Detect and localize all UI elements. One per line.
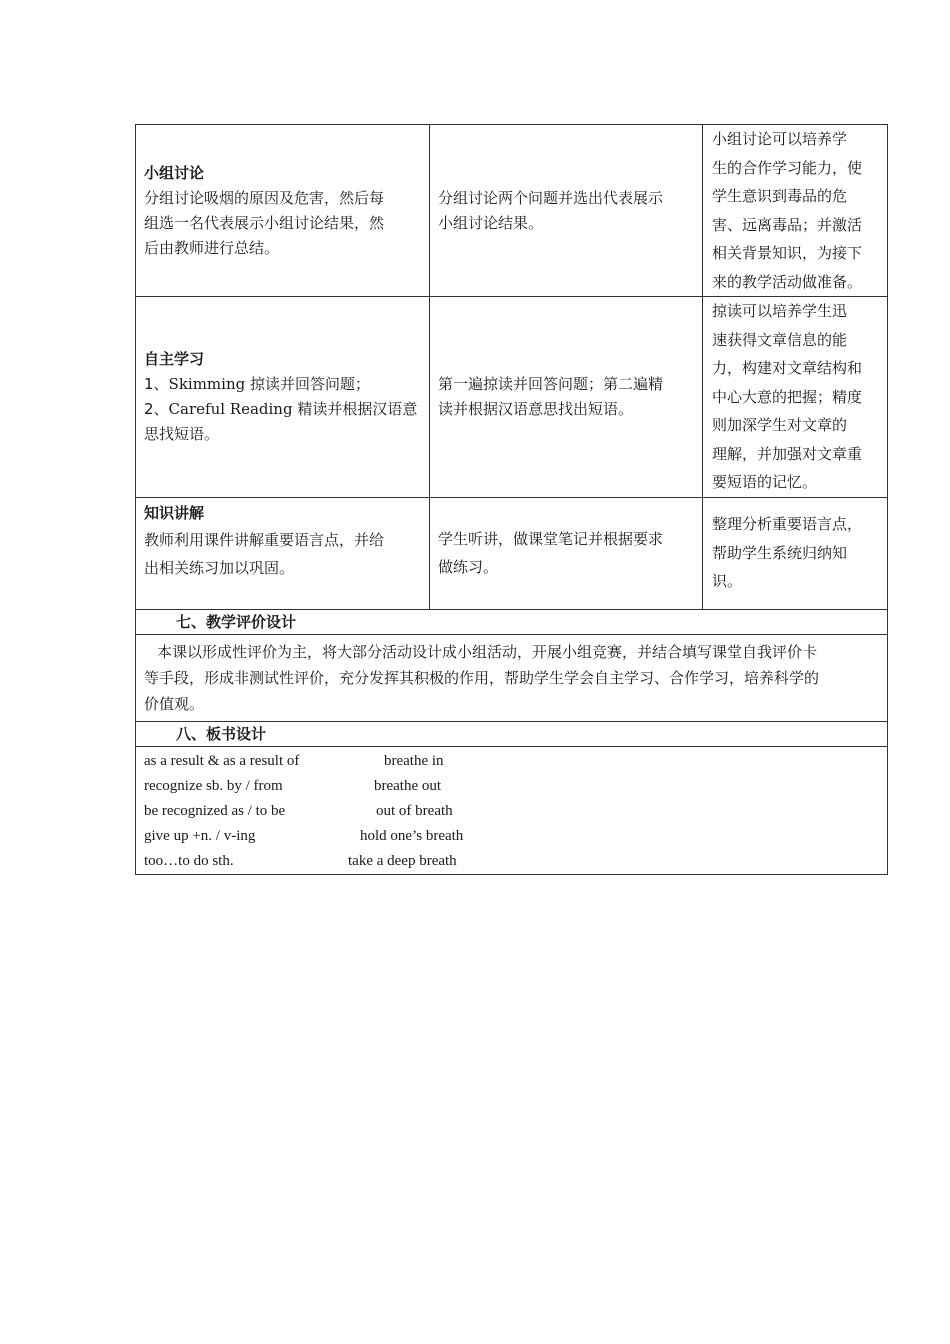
text-line: 等手段，形成非测试性评价，充分发挥其积极的作用，帮助学生学会自主学习、合作学习，培养科学的: [144, 668, 820, 687]
student-activity-cell: [430, 125, 703, 297]
lesson-plan-table: [135, 124, 888, 875]
board-phrase: recognize sb. by / from: [144, 777, 283, 794]
board-phrase: breathe out: [374, 777, 442, 794]
list-item: [144, 397, 421, 422]
board-row: [144, 824, 879, 849]
table-row-group-discussion: [136, 125, 888, 297]
text-line: 出相关练习加以巩固。: [144, 558, 295, 577]
text-line: 要短语的记忆。: [712, 473, 818, 491]
board-row: [144, 774, 879, 799]
activity-heading: 知识讲解: [144, 503, 205, 522]
section-row: [136, 609, 888, 634]
text-line: 小组讨论结果。: [438, 213, 544, 232]
text-line: 组选一名代表展示小组讨论结果，然: [144, 214, 385, 232]
text-line: 分组讨论吸烟的原因及危害，然后每: [144, 189, 385, 207]
table-row-knowledge-explanation: [136, 497, 888, 609]
board-row: [144, 849, 879, 874]
design-intent-cell: [703, 125, 888, 297]
text-line: 生的合作学习能力，使: [712, 158, 863, 177]
text-line: 第一遍掠读并回答问题；第二遍精: [438, 374, 664, 393]
item-number: 2、: [144, 400, 169, 419]
activity-heading: 小组讨论: [144, 164, 205, 182]
design-intent-cell: [703, 297, 888, 498]
section-row: [136, 721, 888, 746]
board-phrase: as a result & as a result of: [144, 752, 300, 769]
board-phrase: hold one’s breath: [360, 827, 464, 844]
text-line: 则加深学生对文章的: [712, 416, 848, 434]
board-row: [144, 749, 879, 774]
teacher-activity-cell: [136, 125, 430, 297]
text-line: 来的教学活动做准备。: [712, 272, 863, 291]
text-line: 整理分析重要语言点，: [712, 515, 863, 534]
text-line: 掠读可以培养学生迅: [712, 302, 848, 320]
board-phrase: too…to do sth.: [144, 852, 234, 869]
text-line: 学生意识到毒品的危: [712, 187, 848, 205]
item-text: Skimming 掠读并回答问题；: [168, 375, 370, 394]
text-line: 力，构建对文章结构和: [712, 359, 863, 377]
text-line: 做练习。: [438, 558, 499, 576]
text-line: 小组讨论可以培养学: [712, 130, 848, 148]
text-line: 思找短语。: [144, 425, 220, 444]
text-line: 相关背景知识，为接下: [712, 244, 863, 262]
teacher-activity-cell: [136, 497, 430, 609]
text-line: 帮助学生系统归纳知: [712, 543, 848, 562]
text-line: 后由教师进行总结。: [144, 239, 280, 257]
board-phrase: be recognized as / to be: [144, 802, 286, 819]
evaluation-paragraph: [136, 634, 888, 721]
table-row-self-study: [136, 297, 888, 498]
text-line: 学生听讲，做课堂笔记并根据要求: [438, 530, 664, 548]
text-line: 害、远离毒品；并激活: [712, 215, 863, 234]
teacher-activity-cell: [136, 297, 430, 498]
text-line: 识。: [712, 572, 743, 591]
board-phrase: out of breath: [376, 802, 453, 819]
item-text: Careful Reading 精读并根据汉语意: [168, 400, 418, 419]
text-line: 中心大意的把握；精度: [712, 387, 863, 406]
text-line: 速获得文章信息的能: [712, 330, 848, 349]
board-design-cell: [136, 746, 888, 874]
text-line: 理解，并加强对文章重: [712, 444, 863, 463]
section-row: [136, 746, 888, 874]
item-number: 1、: [144, 375, 169, 394]
student-activity-cell: [430, 497, 703, 609]
design-intent-cell: [703, 497, 888, 609]
board-phrase: give up +n. / v-ing: [144, 827, 256, 844]
list-item: [144, 372, 421, 397]
board-phrase: breathe in: [384, 752, 444, 769]
text-line: 分组讨论两个问题并选出代表展示: [438, 188, 664, 207]
board-row: [144, 799, 879, 824]
section-row: [136, 634, 888, 721]
student-activity-cell: [430, 297, 703, 498]
text-line: 教师利用课件讲解重要语言点，并给: [144, 530, 385, 549]
section-title-board-design: 八、板书设计: [136, 721, 888, 746]
text-line: 读并根据汉语意思找出短语。: [438, 399, 634, 418]
text-line: 价值观。: [144, 694, 205, 713]
section-title-evaluation: 七、教学评价设计: [136, 609, 888, 634]
activity-heading: 自主学习: [144, 350, 205, 369]
text-line: 本课以形成性评价为主，将大部分活动设计成小组活动，开展小组竞赛，并结合填写课堂自我评价卡: [157, 642, 818, 661]
board-phrase: take a deep breath: [348, 852, 457, 869]
